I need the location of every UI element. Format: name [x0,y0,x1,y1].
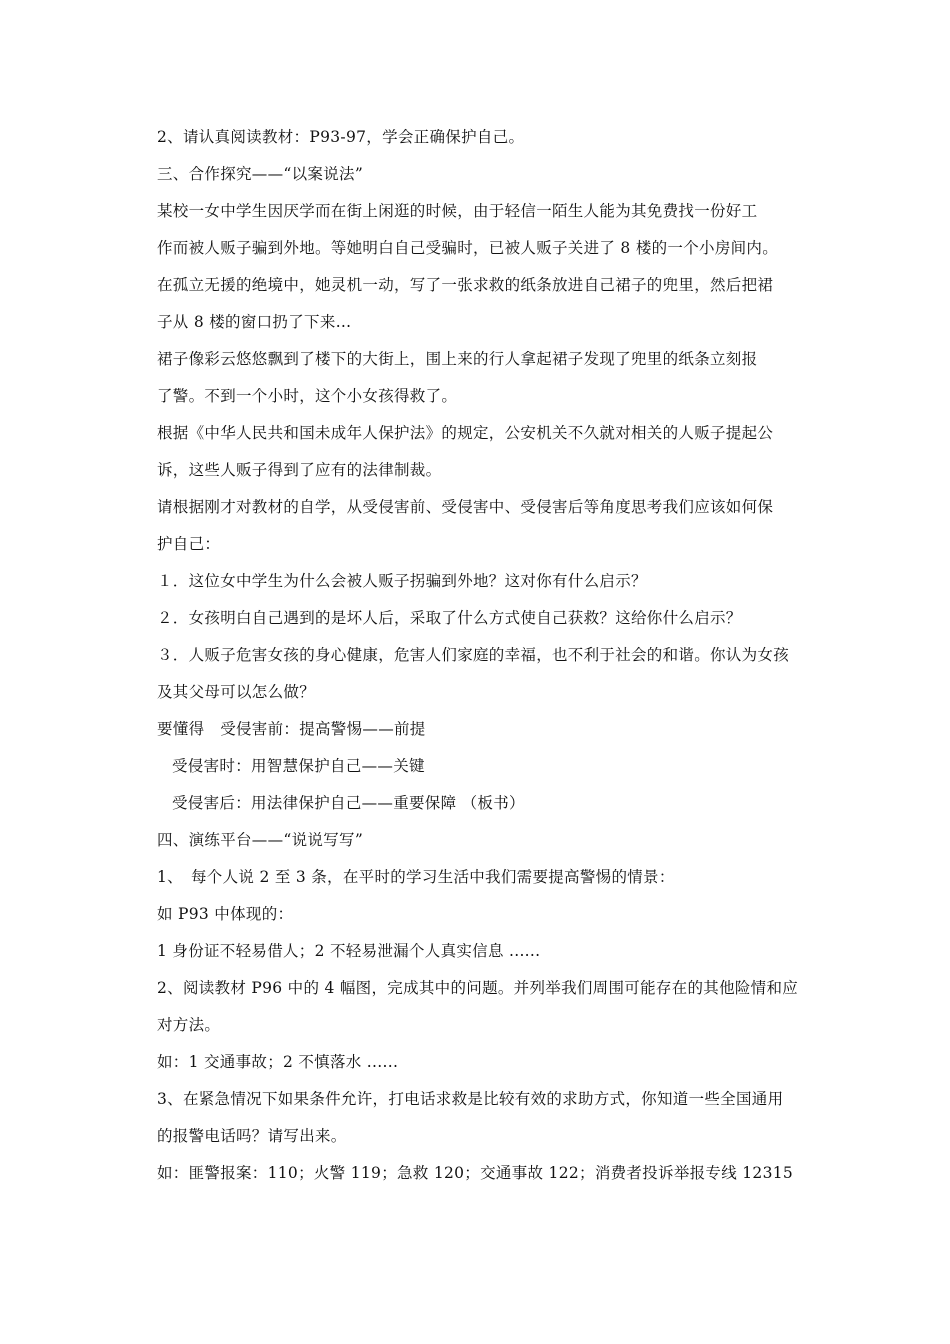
summary-during: 受侵害时：用智慧保护自己——关键 [172,757,425,775]
section-heading-practice: 四、演练平台——“说说写写” [157,831,364,849]
case-paragraph-line: 在孤立无援的绝境中，她灵机一动，写了一张求救的纸条放进自己裙子的兜里，然后把裙 [157,276,774,294]
law-paragraph-line: 根据《中华人民共和国未成年人保护法》的规定，公安机关不久就对相关的人贩子提起公 [157,424,774,442]
case-paragraph-line: 作而被人贩子骗到外地。等她明白自己受骗时，已被人贩子关进了 8 楼的一个小房间内。 [157,239,779,257]
practice-item-continuation: 的报警电话吗？请写出来。 [157,1127,347,1145]
case-paragraph-line: 某校一女中学生因厌学而在街上闲逛的时候，由于轻信一陌生人能为其免费找一份好工 [157,202,758,220]
case-paragraph-line: 子从 8 楼的窗口扔了下来… [157,313,352,331]
task-paragraph-line: 请根据刚才对教材的自学，从受侵害前、受侵害中、受侵害后等角度思考我们应该如何保 [157,498,774,516]
practice-example: 1 身份证不轻易借人；2 不轻易泄漏个人真实信息 ...... [157,942,541,960]
practice-item: 3、在紧急情况下如果条件允许，打电话求救是比较有效的求助方式，你知道一些全国通用 [157,1090,784,1108]
practice-example: 如：1 交通事故；2 不慎落水 ...... [157,1053,399,1071]
question-item: ２．女孩明白自己遇到的是坏人后，采取了什么方式使自己获救？这给你什么启示？ [157,609,742,627]
study-instruction: 2、请认真阅读教材：P93-97，学会正确保护自己。 [157,128,525,146]
task-paragraph-line: 护自己： [157,535,221,553]
summary-before: 要懂得 受侵害前：提高警惕——前提 [157,720,426,738]
law-paragraph-line: 诉，这些人贩子得到了应有的法律制裁。 [157,461,442,479]
section-heading-cooperative-inquiry: 三、合作探究——“以案说法” [157,165,364,183]
question-item-continuation: 及其父母可以怎么做？ [157,683,316,701]
case-paragraph-line: 了警。不到一个小时，这个小女孩得救了。 [157,387,458,405]
summary-after: 受侵害后：用法律保护自己——重要保障 （板书） [172,794,525,812]
practice-item-continuation: 对方法。 [157,1016,221,1034]
practice-item: 2、阅读教材 P96 中的 4 幅图，完成其中的问题。并列举我们周围可能存在的其他险情和应 [157,979,799,997]
question-item: ３．人贩子危害女孩的身心健康，危害人们家庭的幸福，也不利于社会的和谐。你认为女孩 [157,646,790,664]
practice-item: 1、 每个人说 2 至 3 条，在平时的学习生活中我们需要提高警惕的情景： [157,868,675,886]
practice-example: 如 P93 中体现的： [157,905,294,923]
case-paragraph-line: 裙子像彩云悠悠飘到了楼下的大街上，围上来的行人拿起裙子发现了兜里的纸条立刻报 [157,350,758,368]
question-item: １．这位女中学生为什么会被人贩子拐骗到外地？这对你有什么启示？ [157,572,647,590]
emergency-numbers: 如：匪警报案：110；火警 119；急救 120；交通事故 122；消费者投诉举报专线 12315 [157,1164,794,1182]
